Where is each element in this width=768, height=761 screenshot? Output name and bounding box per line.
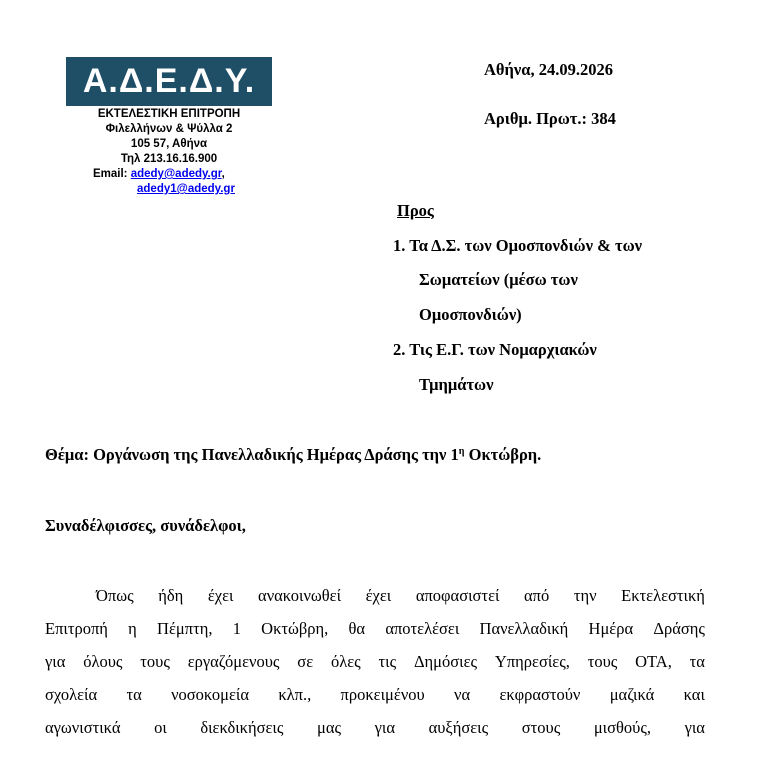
body-line: για όλους τους εργαζόμενους σε όλες τις Δημόσιες Υπηρεσίες, τους ΟΤΑ, τα — [45, 652, 705, 671]
organization-address-block — [66, 107, 272, 167]
organization-logo: Α.Δ.Ε.Δ.Υ. — [66, 57, 272, 106]
email-link-primary[interactable]: adedy@adedy.gr — [130, 168, 222, 180]
email-separator: , — [221, 168, 225, 180]
postal-city: 105 57, Αθήνα — [130, 138, 208, 150]
subject-line — [45, 445, 541, 465]
phone-number: Τηλ 213.16.16.900 — [120, 153, 218, 165]
recipient-2-line-2: Τμημάτων — [419, 375, 494, 394]
street-address: Φιλελλήνων & Ψύλλα 2 — [105, 123, 233, 135]
email-label: Email: — [93, 168, 131, 180]
email-link-secondary[interactable]: adedy1@adedy.gr — [137, 183, 235, 195]
recipient-1-line-3: Ομοσπονδιών) — [419, 305, 522, 324]
body-line: αγωνιστικά οι διεκδικήσεις μας για αυξήσεις στους μισθούς, για — [45, 718, 705, 737]
recipients-heading: Προς — [397, 201, 434, 220]
email-row-secondary — [137, 182, 235, 197]
recipient-2-line-1: 2. Τις Ε.Γ. των Νομαρχιακών — [393, 340, 597, 359]
committee-name: ΕΚΤΕΛΕΣΤΙΚΗ ΕΠΙΤΡΟΠΗ — [97, 108, 241, 120]
protocol-number: Αριθμ. Πρωτ.: 384 — [484, 109, 616, 128]
body-line: σχολεία τα νοσοκομεία κλπ., προκειμένου να εκφραστούν μαζικά και — [45, 685, 705, 704]
body-line: Όπως ήδη έχει ανακοινωθεί έχει αποφασιστεί από την Εκτελεστική — [96, 586, 705, 605]
body-line: Επιτροπή η Πέμπτη, 1 Οκτώβρη, θα αποτελέσει Πανελλαδική Ημέρα Δράσης — [45, 619, 705, 638]
email-row — [93, 167, 225, 182]
place-date: Αθήνα, 24.09.2026 — [484, 60, 613, 79]
subject-superscript: η — [458, 446, 465, 457]
recipient-1-line-2: Σωματείων (μέσω των — [419, 270, 578, 289]
greeting: Συναδέλφισσες, συνάδελφοι, — [45, 516, 246, 535]
subject-tail: Οκτώβρη. — [464, 445, 542, 464]
recipient-1-line-1: 1. Τα Δ.Σ. των Ομοσπονδιών & των — [393, 236, 643, 255]
subject-text: Θέμα: Οργάνωση της Πανελλαδικής Ημέρας Δράσης την 1 — [45, 445, 459, 464]
